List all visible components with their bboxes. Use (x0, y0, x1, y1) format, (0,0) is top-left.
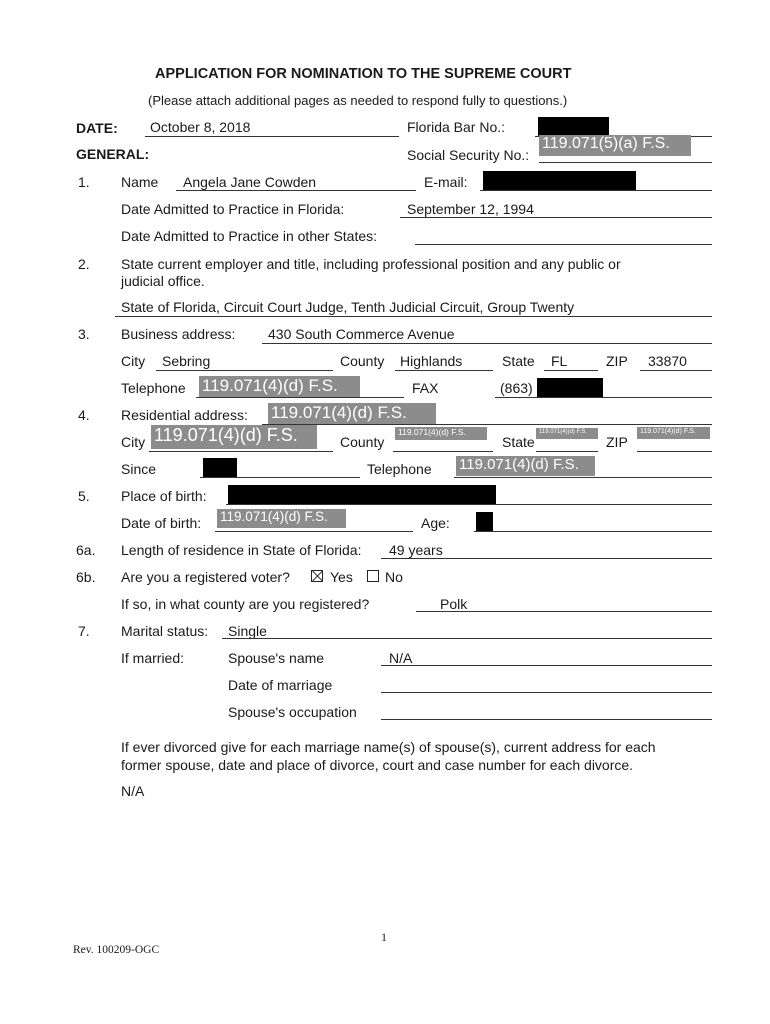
business-city-underline (156, 370, 333, 371)
business-telephone-label: Telephone (121, 380, 186, 396)
email-redaction (483, 171, 636, 191)
admitted-other-label: Date Admitted to Practice in other States: (121, 228, 378, 244)
spouse-name-value: N/A (389, 650, 413, 666)
voter-yes-label: Yes (330, 569, 353, 585)
voter-no-label: No (385, 569, 403, 585)
business-county-value: Highlands (400, 353, 463, 369)
residential-state-underline (536, 451, 598, 452)
document-subtitle: (Please attach additional pages as needed to respond fully to questions.) (148, 93, 568, 108)
employer-question-line2: judicial office. (121, 273, 205, 289)
business-address-label: Business address: (121, 326, 236, 342)
marital-status-value: Single (228, 623, 267, 639)
ssn-label: Social Security No.: (407, 147, 530, 163)
business-zip-value: 33870 (648, 353, 687, 369)
residence-length-underline (381, 558, 712, 559)
residential-telephone-redaction: 119.071(4)(d) F.S. (456, 456, 595, 476)
business-zip-label: ZIP (606, 353, 628, 369)
marital-status-label: Marital status: (121, 623, 209, 639)
date-value: October 8, 2018 (150, 119, 251, 135)
bar-number-redaction (538, 117, 609, 137)
email-underline (480, 190, 712, 191)
residential-zip-underline (637, 451, 712, 452)
marriage-date-underline (381, 692, 712, 693)
admitted-fl-underline (400, 217, 712, 218)
ssn-underline (539, 162, 712, 163)
residential-zip-label: ZIP (606, 434, 628, 450)
revision-code: Rev. 100209-OGC (73, 944, 160, 956)
since-label: Since (121, 461, 157, 477)
registered-voter-label: Are you a registered voter? (121, 569, 290, 585)
residential-telephone-underline (454, 477, 712, 478)
age-redaction (476, 512, 493, 532)
business-city-label: City (121, 353, 146, 369)
admitted-fl-label: Date Admitted to Practice in Florida: (121, 201, 345, 217)
divorce-question-line2: former spouse, date and place of divorce, court and case number for each divorce. (121, 757, 634, 773)
birthdate-underline (215, 531, 413, 532)
voter-no-checkbox[interactable] (367, 570, 379, 582)
if-married-label: If married: (121, 650, 185, 666)
birthplace-underline (226, 504, 712, 505)
residential-state-redaction: 119.071(4)(d) F.S. (536, 428, 598, 439)
admitted-fl-value: September 12, 1994 (407, 201, 534, 217)
employer-question-line1: State current employer and title, including professional position and any public or (121, 256, 621, 272)
employer-underline (115, 316, 712, 317)
age-label: Age: (421, 515, 450, 531)
business-state-underline (544, 370, 598, 371)
spouse-occupation-underline (381, 719, 712, 720)
residential-state-label: State (502, 434, 535, 450)
birthdate-redaction: 119.071(4)(d) F.S. (217, 509, 346, 528)
business-telephone-redaction: 119.071(4)(d) F.S. (199, 376, 360, 398)
business-state-label: State (502, 353, 535, 369)
business-city-value: Sebring (162, 353, 211, 369)
voter-yes-checkbox[interactable] (311, 570, 323, 582)
marriage-date-label: Date of marriage (228, 677, 333, 693)
registered-county-label: If so, in what county are you registered? (121, 596, 370, 612)
divorce-question-line1: If ever divorced give for each marriage name(s) of spouse(s), current address for each (121, 739, 656, 755)
item-number-7: 7. (78, 623, 90, 639)
florida-bar-label: Florida Bar No.: (407, 119, 506, 135)
residential-zip-redaction: 119.071(4)(d) F.S. (637, 427, 710, 439)
birthplace-label: Place of birth: (121, 488, 207, 504)
residence-length-value: 49 years (389, 542, 443, 558)
residence-length-label: Length of residence in State of Florida: (121, 542, 362, 558)
email-label: E-mail: (424, 174, 468, 190)
registered-county-underline (416, 611, 712, 612)
item-number-5: 5. (78, 488, 90, 504)
residential-address-underline (262, 424, 712, 425)
fax-underline (495, 397, 712, 398)
since-underline (200, 477, 360, 478)
employer-answer: State of Florida, Circuit Court Judge, Tenth Judicial Circuit, Group Twenty (121, 299, 575, 315)
business-address-underline (262, 343, 712, 344)
business-state-value: FL (551, 353, 568, 369)
name-label: Name (121, 174, 159, 190)
spouse-occupation-label: Spouse's occupation (228, 704, 357, 720)
spouse-name-label: Spouse's name (228, 650, 325, 666)
birthplace-redaction (228, 485, 496, 505)
spouse-name-underline (381, 665, 712, 666)
residential-city-redaction: 119.071(4)(d) F.S. (151, 425, 317, 449)
fax-value: (863) (500, 380, 533, 396)
ssn-redaction: 119.071(5)(a) F.S. (539, 135, 691, 156)
divorce-answer: N/A (121, 783, 145, 799)
residential-city-label: City (121, 434, 146, 450)
marital-status-underline (222, 638, 712, 639)
residential-city-underline (149, 451, 333, 452)
fax-redaction (537, 378, 603, 397)
residential-county-underline (393, 451, 493, 452)
item-number-2: 2. (78, 256, 90, 272)
page-number: 1 (381, 930, 387, 944)
admitted-other-underline (415, 244, 712, 245)
document-title: APPLICATION FOR NOMINATION TO THE SUPREME COURT (155, 66, 572, 82)
name-value: Angela Jane Cowden (183, 174, 317, 190)
residential-county-redaction: 119.071(4)(d) F.S. (395, 427, 487, 440)
business-telephone-underline (196, 397, 404, 398)
business-address-value: 430 South Commerce Avenue (268, 326, 455, 342)
fax-label: FAX (412, 380, 439, 396)
registered-county-value: Polk (440, 596, 468, 612)
age-underline (474, 531, 712, 532)
item-number-4: 4. (78, 407, 90, 423)
residential-address-redaction: 119.071(4)(d) F.S. (268, 403, 436, 425)
item-number-3: 3. (78, 326, 90, 342)
residential-address-label: Residential address: (121, 407, 248, 423)
since-redaction (203, 458, 237, 477)
date-underline (145, 136, 399, 137)
name-underline (176, 190, 416, 191)
residential-telephone-label: Telephone (367, 461, 432, 477)
business-county-underline (395, 370, 493, 371)
business-zip-underline (640, 370, 712, 371)
general-label: GENERAL: (76, 146, 150, 162)
residential-county-label: County (340, 434, 385, 450)
birthdate-label: Date of birth: (121, 515, 202, 531)
item-number-6a: 6a. (76, 542, 96, 558)
business-county-label: County (340, 353, 385, 369)
item-number-6b: 6b. (76, 569, 96, 585)
date-label: DATE: (76, 120, 118, 136)
item-number-1: 1. (78, 174, 90, 190)
